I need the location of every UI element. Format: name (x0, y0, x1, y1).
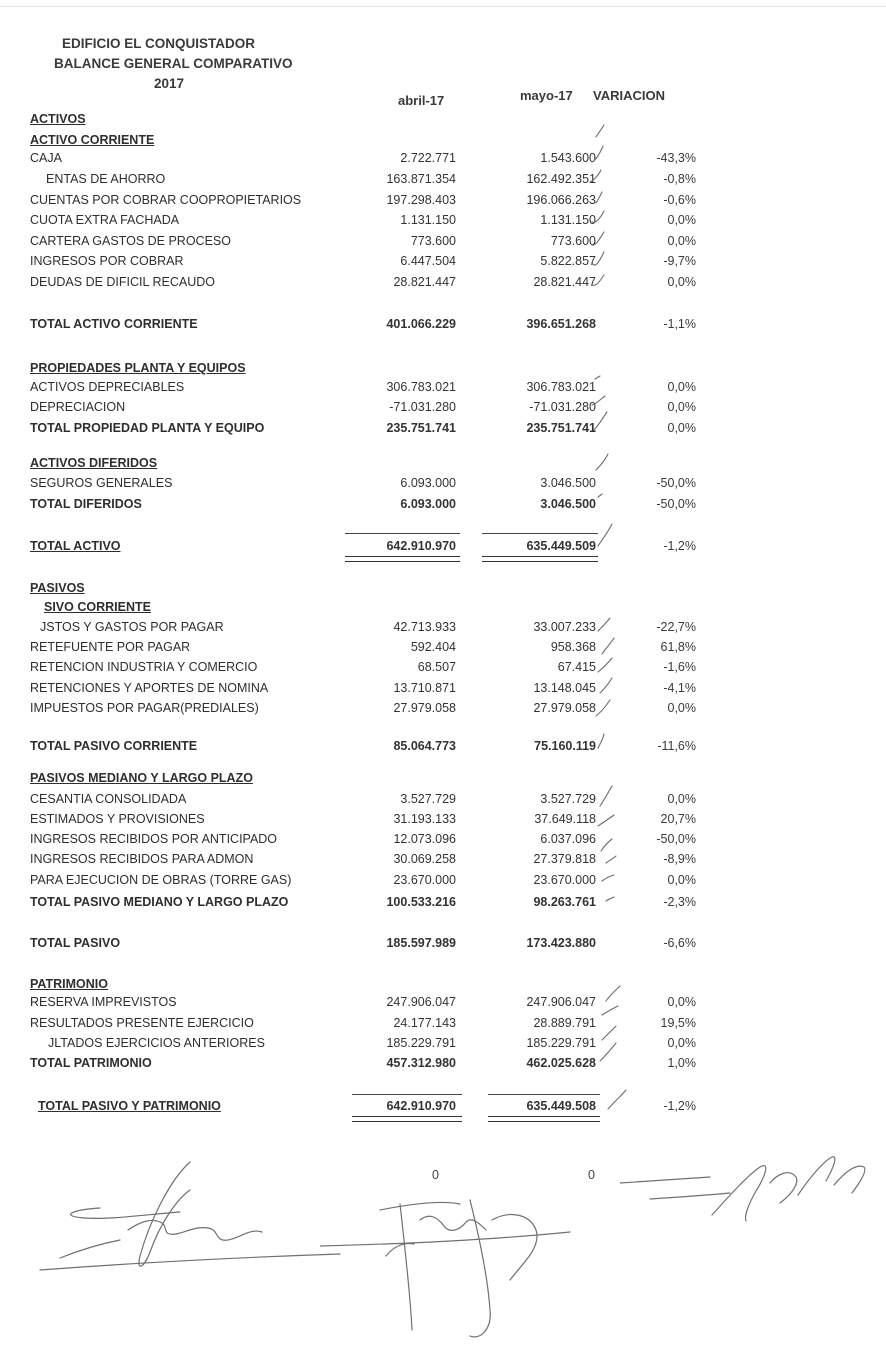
row-label: SEGUROS GENERALES (30, 476, 173, 490)
row-label: ACTIVOS (30, 112, 86, 126)
row-label: DEPRECIACION (30, 400, 126, 414)
row-label: CARTERA GASTOS DE PROCESO (30, 234, 231, 248)
value-may: 958.368 (550, 640, 596, 654)
check-mark (600, 1043, 616, 1061)
check-mark (596, 125, 604, 137)
row-label: SIVO CORRIENTE (44, 600, 151, 614)
check-mark (590, 170, 601, 182)
value-may: 1.543.600 (540, 151, 596, 165)
value-april: 306.783.021 (386, 380, 456, 394)
value-may: 173.423.880 (526, 936, 596, 950)
value-variation: 0,0% (667, 400, 696, 414)
value-april: 6.447.504 (400, 254, 456, 268)
row-label: ACTIVOS DEPRECIABLES (30, 380, 185, 394)
value-may: 462.025.628 (526, 1056, 596, 1070)
value-variation: 0,0% (667, 234, 696, 248)
value-variation: -50,0% (656, 497, 696, 511)
row-label: TOTAL PATRIMONIO (30, 1056, 152, 1070)
value-variation: -9,7% (663, 254, 696, 268)
row-label: RESULTADOS PRESENTE EJERCICIO (30, 1016, 254, 1030)
value-variation: 0,0% (667, 873, 696, 887)
check-mark (598, 734, 604, 748)
row-label: TOTAL PROPIEDAD PLANTA Y EQUIPO (30, 421, 265, 435)
check-mark (598, 494, 602, 497)
value-may: 13.148.045 (533, 681, 596, 695)
value-variation: -4,1% (663, 681, 696, 695)
check-mark (598, 618, 610, 631)
check-mark (601, 839, 612, 851)
value-april: 642.910.970 (386, 1099, 456, 1113)
value-may: 235.751.741 (526, 421, 596, 435)
value-may: -71.031.280 (529, 400, 596, 414)
check-mark (606, 897, 614, 901)
value-variation: 20,7% (660, 812, 696, 826)
check-mark (592, 211, 604, 222)
value-april: 3.527.729 (400, 792, 456, 806)
row-label: IMPUESTOS POR PAGAR(PREDIALES) (30, 701, 259, 715)
value-variation: -1,6% (663, 660, 696, 674)
value-april: 28.821.447 (393, 275, 456, 289)
row-label: PROPIEDADES PLANTA Y EQUIPOS (30, 361, 246, 375)
check-mark (594, 412, 607, 430)
value-april: 31.193.133 (393, 812, 456, 826)
value-may: 185.229.791 (526, 1036, 596, 1050)
value-april: 247.906.047 (386, 995, 456, 1009)
row-label: ESTIMADOS Y PROVISIONES (30, 812, 205, 826)
value-variation: -11,6% (657, 739, 696, 753)
value-april: 642.910.970 (386, 539, 456, 553)
check-mark (592, 232, 604, 245)
value-variation: -1,2% (663, 539, 696, 553)
value-may: 37.649.118 (534, 812, 596, 826)
check-mark (592, 396, 605, 405)
row-label: RETEFUENTE POR PAGAR (30, 640, 191, 654)
row-label: TOTAL ACTIVO (30, 539, 121, 553)
check-mark (598, 815, 614, 826)
check-mark (593, 252, 604, 265)
building-name: EDIFICIO EL CONQUISTADOR (62, 36, 256, 51)
value-variation: 1,0% (667, 1056, 696, 1070)
value-april: 197.298.403 (386, 193, 456, 207)
value-april: 6.093.000 (400, 497, 456, 511)
value-may: 75.160.119 (534, 739, 596, 753)
value-april: 185.597.989 (386, 936, 456, 950)
value-april: 592.404 (410, 640, 456, 654)
value-variation: -8,9% (663, 852, 696, 866)
row-label: CUOTA EXTRA FACHADA (30, 213, 180, 227)
row-label: CUENTAS POR COBRAR COOPROPIETARIOS (30, 193, 302, 207)
check-mark (602, 1006, 618, 1015)
check-mark (592, 146, 603, 162)
row-label: CESANTIA CONSOLIDADA (30, 792, 187, 806)
value-april: 2.722.771 (400, 151, 456, 165)
row-label: PASIVOS (30, 581, 85, 595)
value-april: 12.073.096 (393, 832, 456, 846)
column-header-may: mayo-17 (520, 88, 573, 103)
row-label: DEUDAS DE DIFICIL RECAUDO (30, 275, 215, 289)
value-variation: -22,7% (656, 620, 696, 634)
value-may: 396.651.268 (526, 317, 596, 331)
row-label: ENTAS DE AHORRO (46, 172, 166, 186)
check-mark (598, 524, 612, 546)
row-label: CAJA (30, 151, 62, 165)
value-variation: -50,0% (656, 476, 696, 490)
value-may: 306.783.021 (526, 380, 596, 394)
check-mark (592, 275, 604, 285)
value-may: 27.379.818 (533, 852, 596, 866)
column-header-april: abril-17 (398, 93, 445, 108)
value-may: 3.046.500 (540, 476, 596, 490)
value-variation: -0,8% (663, 172, 696, 186)
value-variation: 0,0% (667, 995, 696, 1009)
value-april: 235.751.741 (386, 421, 456, 435)
row-label: TOTAL PASIVO MEDIANO Y LARGO PLAZO (30, 895, 289, 909)
value-variation: -1,2% (663, 1099, 696, 1113)
value-variation: 0,0% (667, 792, 696, 806)
check-mark (595, 376, 600, 379)
check-mark (606, 856, 616, 863)
check-mark (596, 454, 608, 470)
value-variation: -1,1% (663, 317, 696, 331)
value-may: 5.822.857 (540, 254, 596, 268)
check-mark (596, 192, 602, 203)
value-may: 773.600 (550, 234, 596, 248)
value-april: 185.229.791 (386, 1036, 456, 1050)
value-april: 85.064.773 (393, 739, 456, 753)
check-mark (602, 1026, 616, 1040)
value-may: 635.449.509 (526, 539, 596, 553)
row-label: TOTAL DIFERIDOS (30, 497, 142, 511)
value-variation: -2,3% (663, 895, 696, 909)
check-mark (596, 700, 610, 716)
value-may: 33.007.233 (533, 620, 596, 634)
value-may: 6.037.096 (540, 832, 596, 846)
check-mark (602, 638, 614, 654)
value-may: 3.527.729 (540, 792, 596, 806)
document-title: BALANCE GENERAL COMPARATIVO (54, 56, 293, 71)
value-variation: -0,6% (663, 193, 696, 207)
value-variation: 0,0% (667, 701, 696, 715)
row-label: JLTADOS EJERCICIOS ANTERIORES (48, 1036, 265, 1050)
row-label: TOTAL PASIVO Y PATRIMONIO (38, 1099, 221, 1113)
column-header-variation: VARIACION (593, 88, 665, 103)
value-april: 24.177.143 (393, 1016, 456, 1030)
value-april: 401.066.229 (386, 317, 456, 331)
value-may: 28.889.791 (533, 1016, 596, 1030)
row-label: PASIVOS MEDIANO Y LARGO PLAZO (30, 771, 253, 785)
value-april: 6.093.000 (400, 476, 456, 490)
row-label: TOTAL PASIVO CORRIENTE (30, 739, 198, 753)
row-label: INGRESOS POR COBRAR (30, 254, 184, 268)
row-label: ACTIVO CORRIENTE (30, 133, 155, 147)
check-mark (608, 1090, 626, 1109)
value-april: 163.871.354 (386, 172, 456, 186)
value-april: 30.069.258 (393, 852, 456, 866)
row-label: RETENCION INDUSTRIA Y COMERCIO (30, 660, 258, 674)
row-label: INGRESOS RECIBIDOS POR ANTICIPADO (30, 832, 278, 846)
document-year: 2017 (154, 76, 185, 91)
value-may: 247.906.047 (526, 995, 596, 1009)
value-may: 28.821.447 (533, 275, 596, 289)
value-may: 23.670.000 (533, 873, 596, 887)
value-variation: 0,0% (667, 421, 696, 435)
value-april: 1.131.150 (400, 213, 456, 227)
row-label: TOTAL PASIVO (30, 936, 121, 950)
value-variation: 0,0% (667, 275, 696, 289)
value-variation: 0,0% (667, 1036, 696, 1050)
check-difference-april: 0 (432, 1168, 439, 1182)
row-label: TOTAL ACTIVO CORRIENTE (30, 317, 198, 331)
value-variation: 61,8% (660, 640, 696, 654)
value-april: 773.600 (410, 234, 456, 248)
check-mark (600, 786, 612, 806)
value-april: 100.533.216 (386, 895, 456, 909)
row-label: PATRIMONIO (30, 977, 109, 991)
value-variation: 0,0% (667, 213, 696, 227)
value-april: 457.312.980 (386, 1056, 456, 1070)
value-variation: -6,6% (663, 936, 696, 950)
value-april: -71.031.280 (389, 400, 456, 414)
value-may: 162.492.351 (526, 172, 596, 186)
value-may: 3.046.500 (540, 497, 596, 511)
check-mark (598, 658, 612, 672)
value-april: 23.670.000 (393, 873, 456, 887)
row-label: INGRESOS RECIBIDOS PARA ADMON (30, 852, 254, 866)
signature-right (620, 1155, 886, 1295)
value-april: 13.710.871 (393, 681, 456, 695)
row-label: RESERVA IMPREVISTOS (30, 995, 177, 1009)
check-mark (600, 678, 612, 693)
value-april: 68.507 (417, 660, 456, 674)
value-may: 1.131.150 (540, 213, 596, 227)
value-may: 67.415 (557, 660, 596, 674)
value-may: 635.449.508 (526, 1099, 596, 1113)
value-variation: -43,3% (656, 151, 696, 165)
value-may: 196.066.263 (526, 193, 596, 207)
check-mark (606, 986, 620, 1001)
value-april: 42.713.933 (393, 620, 456, 634)
check-mark (602, 875, 614, 881)
row-label: PARA EJECUCION DE OBRAS (TORRE GAS) (30, 873, 292, 887)
row-label: RETENCIONES Y APORTES DE NOMINA (30, 681, 269, 695)
row-label: JSTOS Y GASTOS POR PAGAR (40, 620, 224, 634)
check-difference-may: 0 (588, 1168, 595, 1182)
row-label: ACTIVOS DIFERIDOS (30, 456, 158, 470)
value-may: 27.979.058 (533, 701, 596, 715)
value-april: 27.979.058 (393, 701, 456, 715)
value-variation: 19,5% (660, 1016, 696, 1030)
value-variation: 0,0% (667, 380, 696, 394)
value-variation: -50,0% (656, 832, 696, 846)
value-may: 98.263.761 (533, 895, 596, 909)
